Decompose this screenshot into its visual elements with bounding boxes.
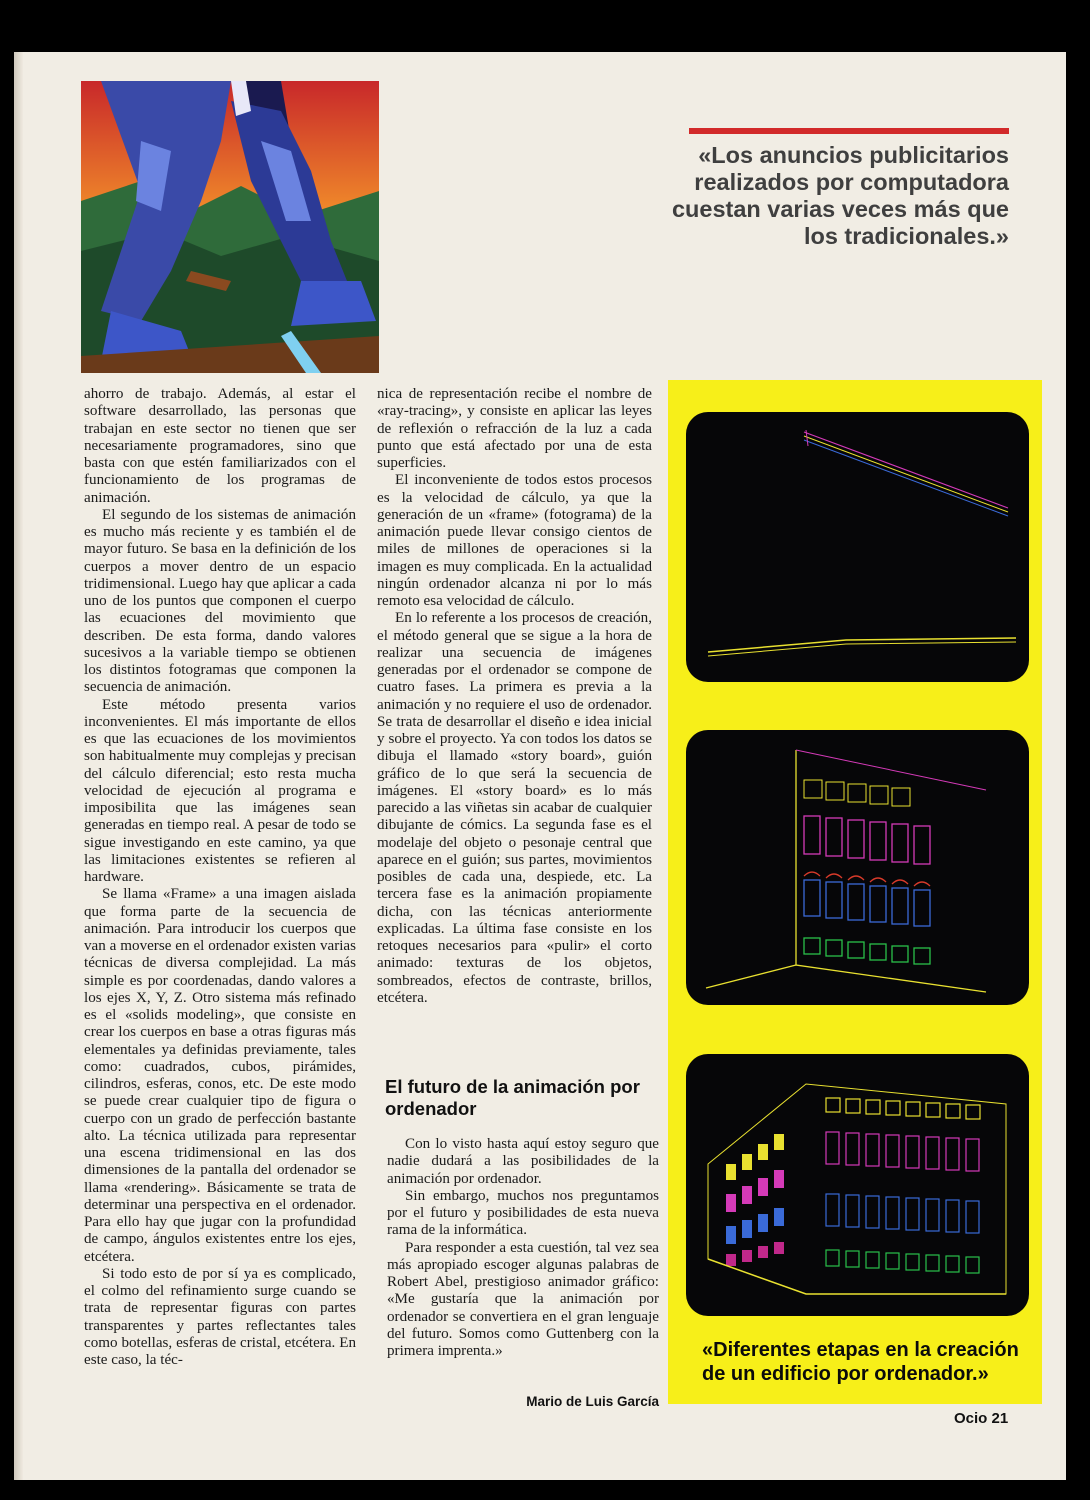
- paragraph: Sin embargo, muchos nos preguntamos por el futuro y posibilidades de esta nueva rama de la informática.: [387, 1187, 659, 1239]
- paragraph: Para responder a esta cuestión, tal vez sea más apropiado escoger algunas palabras de Robert Abel, prestigioso animador gráfico: «Me gustaría que la animación por ordenador se convertiera en el gran lenguaje del futuro. Somos como Guttenberg con la primera imprenta.»: [387, 1239, 659, 1359]
- paragraph: Se llama «Frame» a una imagen aislada que forma parte de la secuencia de animación. Para introducir los cuerpos que van a moverse en el ordenador existen varias técnicas de diversa complejidad. La más simple es por coordenadas, dando valores a los ejes X, Y, Z. Otro sistema más refinado es el «solids modeling», que consiste en crear los cuerpos en base a otras figuras más elementales ya definidas previamente, tales como: cuadrados, cubos, pirámides, cilindros, esferas, conos, etc. De este modo se puede crear cualquier tipo de figura o cuerpo con un grado de perfección bastante alto. La técnica utilizada para representar una escena tridimensional en las dos dimensiones de la pantalla del ordenador se llama «rendering». Básicamente se trata de determinar una perspectiva en el ordenador. Para ello hay que jugar con la profundidad de campo, ángulos existentes entre los ejes, etcétera.: [84, 886, 356, 1265]
- image-panel: [668, 380, 1042, 1404]
- paragraph: Con lo visto hasta aquí estoy seguro que nadie dudará a las posibilidades de la animación por ordenador.: [387, 1136, 659, 1187]
- paragraph: ahorro de trabajo. Además, al estar el software desarrollado, las personas que trabajan en este sector no tienen que ser necesariamente programadores, sino que basta con que estén familiarizados con el funcionamiento de los programas de animación.: [84, 386, 356, 506]
- screen-stage-3: [686, 1054, 1029, 1316]
- screen-stage-1: [686, 412, 1029, 682]
- page-folio: Ocio 21: [954, 1410, 1009, 1427]
- paragraph: Este método presenta varios inconvenientes. El más importante de ellos es que las ecuaciones de los movimientos son habitualmente muy complejas y precisan del cálculo diferencial; esto resta mucha velocidad de ejecución al programa e imposibilita que las imágenes sean generadas en tiempo real. A pesar de todo se sigue investigando en este camino, ya que las limitaciones existentes se refieren al hardware.: [84, 696, 356, 885]
- body-column-2: [377, 386, 652, 1007]
- body-column-1: [84, 386, 356, 1369]
- pull-quote: «Los anuncios publicitarios realizados por computadora cuestan varias veces más que los tradicionales.»: [671, 142, 1009, 249]
- image-caption: «Diferentes etapas en la creación de un edificio por ordenador.»: [702, 1339, 1019, 1385]
- paragraph: Si todo esto de por sí ya es complicado, el colmo del refinamiento surge cuando se trata de representar figuras con partes transparentes y partes reflectantes tales como botellas, esferas de cristal, etcétera. En este caso, la téc-: [84, 1265, 356, 1368]
- screen-stage-2: [686, 730, 1029, 1005]
- paragraph: El inconveniente de todos estos procesos es la velocidad de cálculo, ya que la generación de un «frame» (fotograma) de la animación puede llevar consigo cientos de miles de millones de operaciones si la imagen es muy complicada. En la actualidad ningún ordenador alcanza ni por lo más remoto esa velocidad de cálculo.: [377, 472, 652, 609]
- body-column-3: [387, 1136, 659, 1360]
- paragraph: En lo referente a los procesos de creación, el método general que se sigue a la hora de realizar una secuencia de imágenes generadas por el ordenador se compone de cuatro fases. La primera es previa a la animación y no requiere el uso de ordenador. Se trata de desarrollar el diseño e idea inicial y sobre el proyecto. Ya con todos los datos se dibuja el llamado «story board», guión gráfico de lo que será la secuencia de imágenes. El «story board» es lo más parecido a las viñetas sin acabar de cualquier dibujante de cómics. La segunda fase es el modelaje del objeto o pesonaje central que aparece en el guión; sus partes, movimientos posibles de cada una, despiede, etc. La tercera fase es la animación propiamente dicha, con las técnicas anteriormente explicadas. La última fase consiste en los retoques necesarios para «pulir» el corto animado: texturas de los objetos, sombreados, efectos de contraste, brillos, etcétera.: [377, 610, 652, 1006]
- paragraph: nica de representación recibe el nombre de «ray-tracing», y consiste en aplicar las leyes de reflexión o refracción de la luz a cada punto que está afectado por una de esta superficies.: [377, 386, 652, 471]
- animation-illustration: [81, 81, 379, 373]
- page-fold-shadow: [14, 52, 23, 1480]
- magazine-page: [14, 52, 1066, 1480]
- author-byline: Mario de Luis García: [526, 1394, 659, 1409]
- paragraph: El segundo de los sistemas de animación es mucho más reciente y es también el de mayor futuro. Se basa en la definición de los cuerpos a mover dentro de un espacio tridimensional. Luego hay que aplicar a cada uno de los puntos que componen el cuerpo las ecuaciones del movimiento que describen. De esta forma, dando valores sucesivos a la variable tiempo se obtienen los distintos fotogramas que componen la secuencia de animación.: [84, 506, 356, 696]
- pull-quote-rule: [689, 128, 1009, 134]
- section-heading: El futuro de la animación por ordenador: [385, 1076, 640, 1119]
